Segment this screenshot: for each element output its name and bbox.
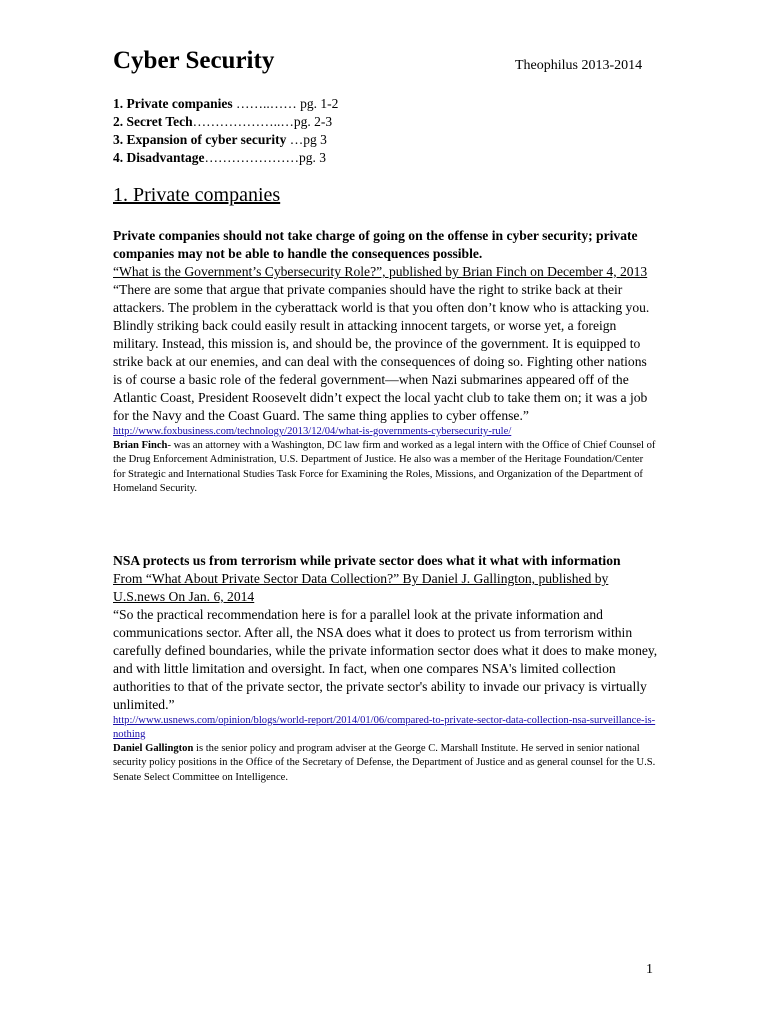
table-of-contents xyxy=(113,95,338,167)
source-link[interactable]: http://www.foxbusiness.com/technology/2013/12/04/what-is-governments-cybersecurity-rule/ xyxy=(113,426,512,437)
bio-name: Daniel Gallington xyxy=(113,743,194,754)
source-link[interactable]: http://www.usnews.com/opinion/blogs/world-report/2014/01/06/compared-to-private-sector-data-collection-nsa-surveillance-is-nothing xyxy=(113,715,656,740)
toc-item: 1. Private companies ……..…… pg. 1-2 xyxy=(113,96,339,111)
citation: “What is the Government’s Cybersecurity Role?”, published by Brian Finch on December 4, 2013 xyxy=(113,264,648,279)
citation: From “What About Private Sector Data Collection?” By Daniel J. Gallington, published by U.S.news On Jan. 6, 2014 xyxy=(113,571,609,604)
author-bio xyxy=(113,439,658,496)
claim-text: Private companies should not take charge of going on the offense in cyber security; private companies may not be able to handle the consequences possible. xyxy=(113,228,638,261)
toc-item: 3. Expansion of cyber security …pg 3 xyxy=(113,132,327,147)
claim-text: NSA protects us from terrorism while private sector does what it what with information xyxy=(113,553,621,568)
toc-item: 2. Secret Tech………………..…pg. 2-3 xyxy=(113,114,333,129)
author-bio xyxy=(113,742,658,785)
evidence-entry-2 xyxy=(113,552,658,785)
quote-text: “There are some that argue that private companies should have the right to strike back at their attackers. The problem in the cyberattack world is that you often don’t know who is attacking you. Blindly striking back could easily result in attacking innocent targets, or worse yet, a foreign military. Instead, this mission is, and should be, the province of the government. It is equipped to strike back at our enemies, and can deal with the consequences of doing so. Fighting other nations is of course a basic role of the federal government—when Nazi submarines appeared off of the Atlantic Coast, President Roosevelt didn’t expect the local yacht club to take them on; it was a job for the Navy and the Coast Guard. The same thing applies to cyber offense.” xyxy=(113,282,650,423)
bio-text: is the senior policy and program adviser at the George C. Marshall Institute. He served in senior national security policy positions in the Office of the Secretary of Defense, the Department of Justice and as general counsel for the U.S. Senate Select Committee on Intelligence. xyxy=(113,743,656,783)
section-heading: 1. Private companies xyxy=(113,184,281,206)
toc-item: 4. Disadvantage…………………pg. 3 xyxy=(113,150,327,165)
quote-text: “So the practical recommendation here is for a parallel look at the private information and communications sector. After all, the NSA does what it does to protect us from terrorism within carefully defined boundaries, while the private information sector does what it does to make money, and with little limitation and oversight. In fact, when one compares NSA's limited collection authorities to that of the private sector, the private sector's ability to invade our privacy is virtually unlimited.” xyxy=(113,607,658,712)
bio-text: - was an attorney with a Washington, DC law firm and worked as a legal intern with the Office of Chief Counsel of the Drug Enforcement Administration, U.S. Department of Justice. He also was a member of the Heritage Foundation/Center for Strategic and International Studies Task Force for Examining the Roles, Missions, and Organization of the Department of Homeland Security. xyxy=(113,440,656,494)
evidence-entry-1 xyxy=(113,227,658,496)
document-title: Cyber Security xyxy=(113,47,275,74)
page-number: 1 xyxy=(646,962,653,977)
author-line: Theophilus 2013-2014 xyxy=(515,58,643,73)
bio-name: Brian Finch xyxy=(113,440,168,451)
